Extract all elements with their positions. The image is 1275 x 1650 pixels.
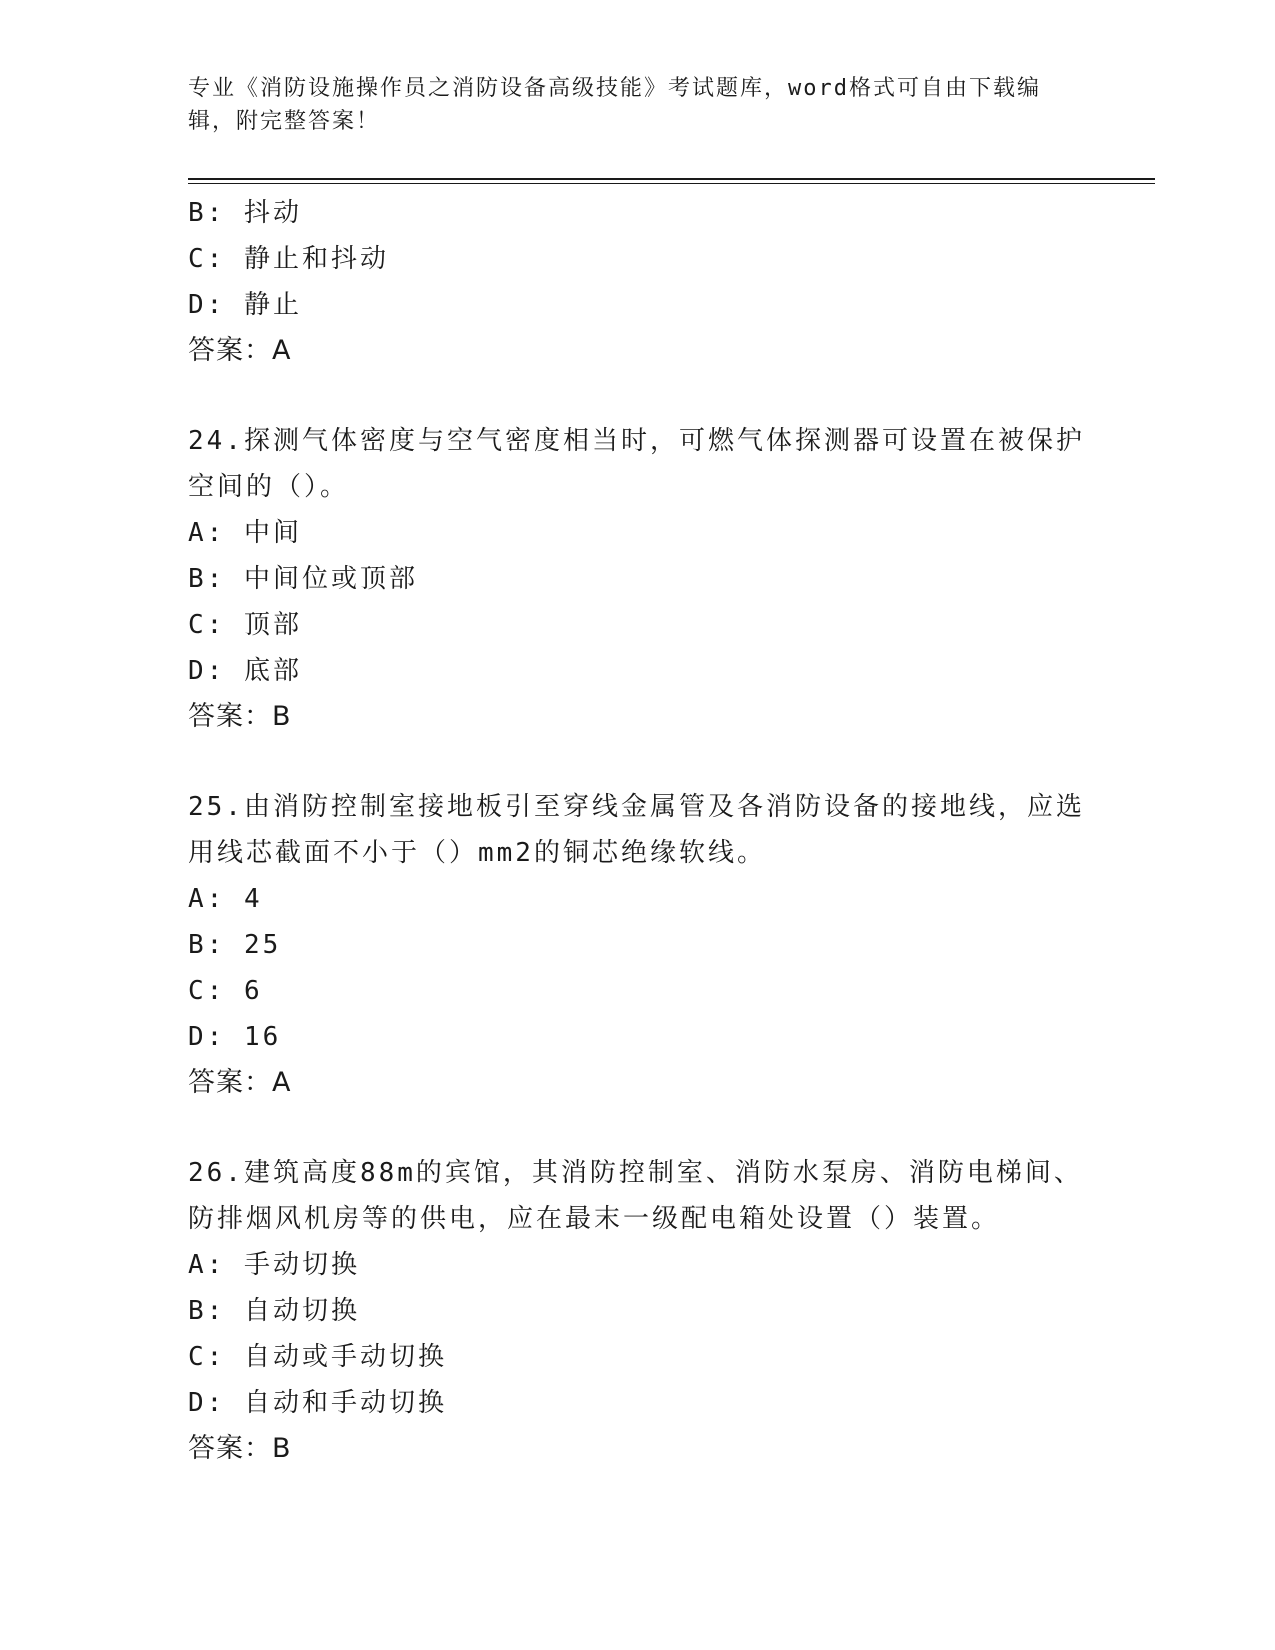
option-c: C: 顶部	[188, 610, 302, 640]
question-block-25	[188, 784, 1088, 1106]
option-c: C: 自动或手动切换	[188, 1342, 447, 1372]
question-block-26	[188, 1150, 1088, 1472]
option-d: D: 静止	[188, 290, 302, 320]
header-line-2: 辑，附完整答案！	[188, 109, 381, 134]
option-c: C: 静止和抖动	[188, 244, 389, 274]
question-text-line-2: 防排烟风机房等的供电，应在最末一级配电箱处设置（）装置。	[188, 1204, 1001, 1234]
question-text-line-1: 25.由消防控制室接地板引至穿线金属管及各消防设备的接地线，应选	[188, 792, 1085, 822]
question-block-23	[188, 190, 1088, 374]
option-d: D: 底部	[188, 656, 302, 686]
question-text-line-1: 24.探测气体密度与空气密度相当时，可燃气体探测器可设置在被保护	[188, 426, 1085, 456]
option-b: B: 中间位或顶部	[188, 564, 418, 594]
header-divider-thin	[188, 183, 1155, 184]
document-header	[188, 72, 1088, 138]
option-a: A: 中间	[188, 518, 302, 548]
answer-label: 答案：A	[188, 1067, 292, 1098]
option-b: B: 25	[188, 930, 282, 960]
option-d: D: 16	[188, 1022, 282, 1052]
question-list	[188, 190, 1088, 1472]
option-b: B: 自动切换	[188, 1296, 360, 1326]
option-c: C: 6	[188, 976, 263, 1006]
answer-label: 答案：B	[188, 701, 292, 732]
answer-label: 答案：A	[188, 335, 292, 366]
question-text-line-2: 用线芯截面不小于（）mm2的铜芯绝缘软线。	[188, 838, 766, 868]
answer-label: 答案：B	[188, 1433, 292, 1464]
option-d: D: 自动和手动切换	[188, 1388, 447, 1418]
option-b: B: 抖动	[188, 198, 302, 228]
option-a: A: 手动切换	[188, 1250, 360, 1280]
question-text-line-2: 空间的（）。	[188, 472, 350, 502]
question-block-24	[188, 418, 1088, 740]
option-a: A: 4	[188, 884, 263, 914]
question-text-line-1: 26.建筑高度88m的宾馆，其消防控制室、消防水泵房、消防电梯间、	[188, 1158, 1083, 1188]
header-divider-thick	[188, 178, 1155, 180]
header-line-1: 专业《消防设施操作员之消防设备高级技能》考试题库，word格式可自由下载编	[188, 76, 1041, 101]
